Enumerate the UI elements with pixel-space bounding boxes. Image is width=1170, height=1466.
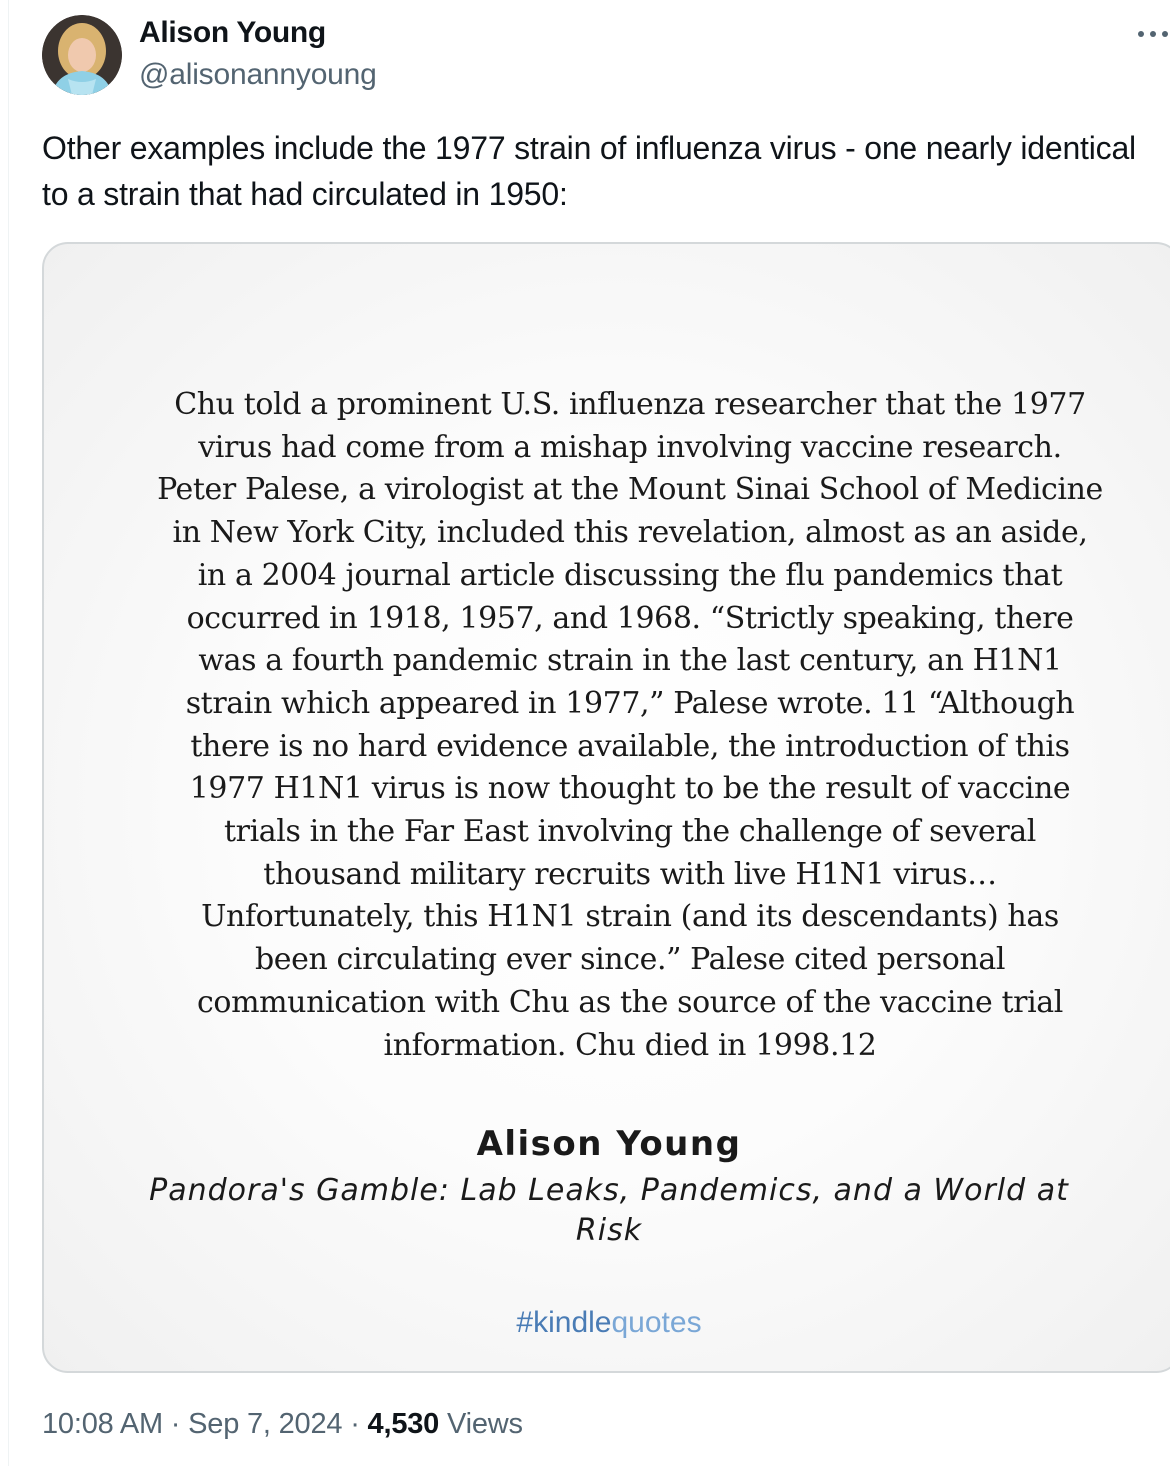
quote-line: in New York City, included this revelation, almost as an aside, bbox=[172, 515, 1088, 551]
kindle-quote-image[interactable] bbox=[42, 242, 1170, 1373]
quote-line: was a fourth pandemic strain in the last century, an H1N1 bbox=[198, 643, 1062, 679]
tweet-meta bbox=[42, 1408, 523, 1441]
tweet-time[interactable]: 10:08 AM bbox=[42, 1408, 163, 1440]
views-count[interactable]: 4,530 bbox=[367, 1408, 440, 1440]
quote-line: virus had come from a mishap involving vaccine research. bbox=[198, 429, 1062, 465]
author-name[interactable]: Alison Young bbox=[139, 16, 326, 49]
quote-line: 1977 H1N1 virus is now thought to be the result of vaccine bbox=[189, 771, 1071, 807]
avatar-photo-icon bbox=[42, 15, 122, 95]
tweet-date[interactable]: Sep 7, 2024 bbox=[188, 1408, 343, 1440]
quote-line: been circulating ever since.” Palese cited personal bbox=[254, 942, 1006, 978]
hashtag-main: #kindle bbox=[516, 1306, 612, 1339]
quote-line: trials in the Far East involving the challenge of several bbox=[224, 814, 1036, 850]
quote-line: strain which appeared in 1977,” Palese wrote. 11 “Although bbox=[185, 685, 1075, 721]
quote-line: occurred in 1918, 1957, and 1968. “Strictly speaking, there bbox=[186, 600, 1074, 636]
book-title: Pandora's Gamble: Lab Leaks, Pandemics, and a World at Risk bbox=[149, 1173, 1069, 1248]
book-author: Alison Young bbox=[476, 1124, 742, 1164]
timeline-divider bbox=[8, 0, 9, 1466]
quote-line: Peter Palese, a virologist at the Mount Sinai School of Medicine bbox=[157, 472, 1103, 508]
quote-line: there is no hard evidence available, the introduction of this bbox=[190, 728, 1070, 764]
quote-line: Unfortunately, this H1N1 strain (and its descendants) has bbox=[201, 899, 1059, 935]
more-horizontal-icon bbox=[1136, 22, 1170, 46]
quote-line: Chu told a prominent U.S. influenza researcher that the 1977 bbox=[174, 387, 1086, 422]
meta-separator: · bbox=[350, 1408, 360, 1440]
tweet-text: Other examples include the 1977 strain of influenza virus - one nearly identical to a strain that had circulated in 1950: bbox=[42, 130, 1136, 212]
quote-line: information. Chu died in 1998.12 bbox=[383, 1027, 877, 1063]
views-label[interactable]: Views bbox=[446, 1408, 523, 1440]
more-options-button[interactable] bbox=[1136, 22, 1170, 46]
avatar[interactable] bbox=[42, 15, 122, 95]
author-handle[interactable]: @alisonannyoung bbox=[139, 58, 377, 91]
meta-separator: · bbox=[170, 1408, 181, 1440]
hashtag-tail: quotes bbox=[611, 1306, 702, 1339]
quote-line: thousand military recruits with live H1N1 virus… bbox=[263, 856, 997, 892]
quote-line: in a 2004 journal article discussing the flu pandemics that bbox=[197, 557, 1063, 593]
kindlequotes-hashtag bbox=[44, 1306, 1170, 1340]
quote-line: communication with Chu as the source of the vaccine trial bbox=[197, 984, 1063, 1020]
quote-body bbox=[122, 384, 1138, 1067]
